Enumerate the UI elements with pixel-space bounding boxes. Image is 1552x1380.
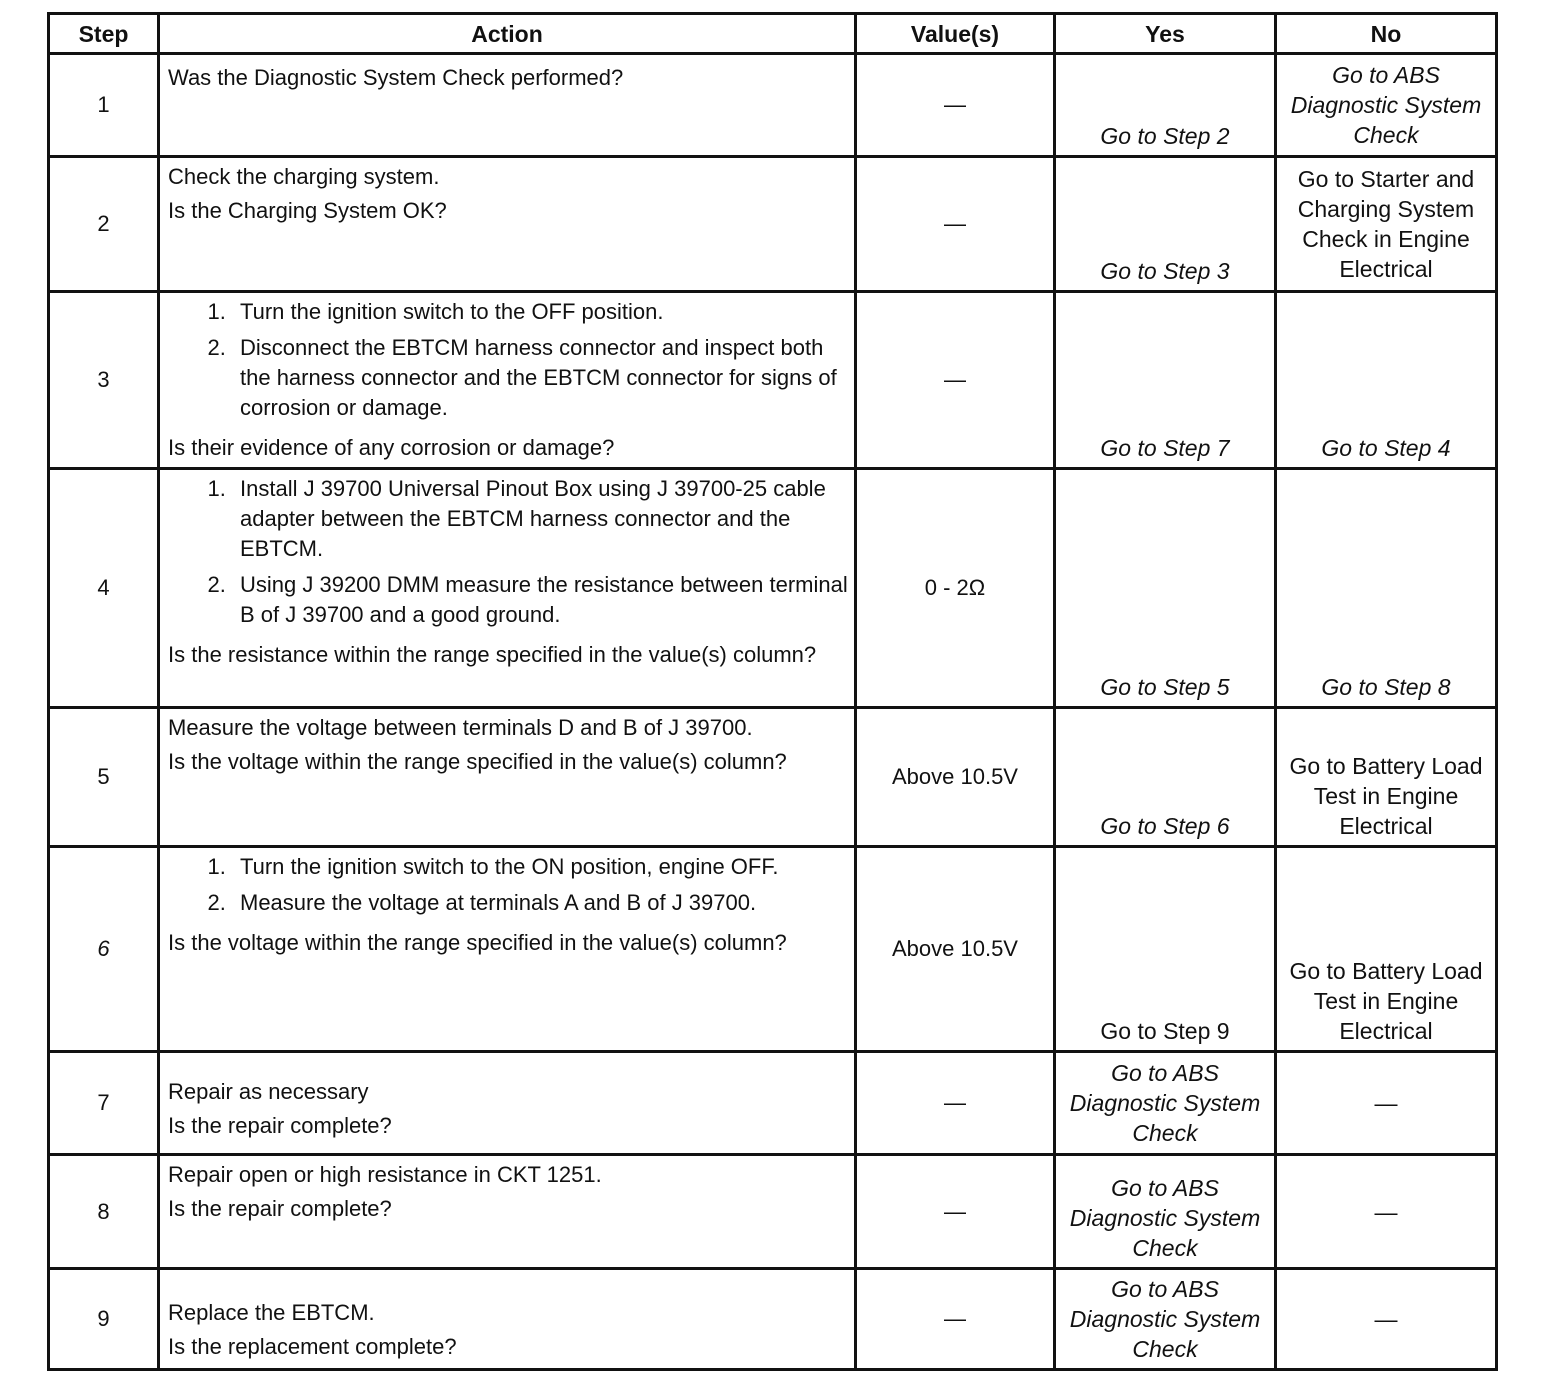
header-yes: Yes bbox=[1055, 14, 1276, 54]
yes-cell bbox=[1055, 157, 1276, 292]
value-cell: — bbox=[856, 292, 1055, 469]
action-text: Replace the EBTCM. bbox=[168, 1300, 375, 1325]
table-header-row bbox=[49, 14, 1497, 54]
no-cell bbox=[1276, 54, 1497, 157]
instruction-list bbox=[168, 852, 848, 918]
no-cell: — bbox=[1276, 1155, 1497, 1269]
step-number: 7 bbox=[49, 1052, 159, 1155]
table-row bbox=[49, 54, 1497, 157]
step-number: 9 bbox=[49, 1269, 159, 1370]
no-cell: Go to Starter and Charging System Check in Engine Electrical bbox=[1276, 157, 1497, 292]
value-cell: — bbox=[856, 1269, 1055, 1370]
table-row bbox=[49, 1269, 1497, 1370]
instruction-list bbox=[168, 474, 848, 630]
no-cell: — bbox=[1276, 1269, 1497, 1370]
no-cell bbox=[1276, 292, 1497, 469]
action-text: Repair as necessary bbox=[168, 1079, 369, 1104]
instruction-item: 1. Turn the ignition switch to the OFF position. bbox=[232, 297, 848, 327]
no-cell: Go to Battery Load Test in Engine Electrical bbox=[1276, 708, 1497, 847]
yes-text: Go to Step 7 bbox=[1100, 435, 1230, 461]
action-cell bbox=[159, 1155, 856, 1269]
action-question: Is the resistance within the range specified in the value(s) column? bbox=[168, 642, 817, 667]
action-cell bbox=[159, 54, 856, 157]
yes-cell bbox=[1055, 1155, 1276, 1269]
no-text: Go to Step 4 bbox=[1321, 435, 1451, 461]
table-row bbox=[49, 292, 1497, 469]
no-text: Go to Step 8 bbox=[1321, 674, 1451, 700]
action-question: Was the Diagnostic System Check performed? bbox=[168, 65, 624, 90]
header-values: Value(s) bbox=[856, 14, 1055, 54]
no-text: Go to ABS Diagnostic System Check bbox=[1290, 62, 1482, 148]
yes-text: Go to Step 3 bbox=[1100, 258, 1230, 284]
action-question: Is the repair complete? bbox=[168, 1196, 392, 1221]
action-text: Measure the voltage between terminals D and B of J 39700. bbox=[168, 715, 753, 740]
step-number-text: 6 bbox=[97, 936, 110, 961]
yes-text: Go to ABS Diagnostic System Check bbox=[1069, 1175, 1261, 1261]
step-number: 3 bbox=[49, 292, 159, 469]
value-cell: Above 10.5V bbox=[856, 708, 1055, 847]
yes-cell bbox=[1055, 1052, 1276, 1155]
table-row bbox=[49, 708, 1497, 847]
instruction-item: 2. Disconnect the EBTCM harness connector and inspect both the harness connector and the EBTCM connector for signs of corrosion or damage. bbox=[232, 333, 848, 423]
step-number: 1 bbox=[49, 54, 159, 157]
yes-text: Go to Step 2 bbox=[1100, 123, 1230, 149]
step-number bbox=[49, 847, 159, 1052]
action-question: Is the replacement complete? bbox=[168, 1334, 457, 1359]
no-cell: — bbox=[1276, 1052, 1497, 1155]
no-cell bbox=[1276, 469, 1497, 708]
table-row bbox=[49, 1052, 1497, 1155]
action-cell bbox=[159, 1052, 856, 1155]
action-question: Is the Charging System OK? bbox=[168, 198, 447, 223]
instruction-list bbox=[168, 297, 848, 423]
header-no: No bbox=[1276, 14, 1497, 54]
header-action: Action bbox=[159, 14, 856, 54]
yes-cell bbox=[1055, 54, 1276, 157]
instruction-item: 1. Turn the ignition switch to the ON position, engine OFF. bbox=[232, 852, 848, 882]
action-cell bbox=[159, 157, 856, 292]
yes-text: Go to Step 6 bbox=[1100, 813, 1230, 839]
diagnostic-table bbox=[47, 12, 1498, 1371]
table-row bbox=[49, 157, 1497, 292]
yes-cell bbox=[1055, 469, 1276, 708]
table-row bbox=[49, 847, 1497, 1052]
yes-text: Go to Step 5 bbox=[1100, 674, 1230, 700]
action-text: Repair open or high resistance in CKT 1251. bbox=[168, 1162, 602, 1187]
step-number: 2 bbox=[49, 157, 159, 292]
action-text: Check the charging system. bbox=[168, 164, 440, 189]
header-step: Step bbox=[49, 14, 159, 54]
value-cell: — bbox=[856, 54, 1055, 157]
yes-text: Go to ABS Diagnostic System Check bbox=[1069, 1060, 1261, 1146]
yes-cell bbox=[1055, 1269, 1276, 1370]
step-number: 8 bbox=[49, 1155, 159, 1269]
step-number: 5 bbox=[49, 708, 159, 847]
action-question: Is their evidence of any corrosion or damage? bbox=[168, 435, 615, 460]
value-cell: — bbox=[856, 1052, 1055, 1155]
action-cell bbox=[159, 708, 856, 847]
action-cell bbox=[159, 847, 856, 1052]
value-cell: — bbox=[856, 1155, 1055, 1269]
instruction-item: 2. Measure the voltage at terminals A and B of J 39700. bbox=[232, 888, 848, 918]
table-row bbox=[49, 469, 1497, 708]
yes-cell bbox=[1055, 708, 1276, 847]
step-number: 4 bbox=[49, 469, 159, 708]
action-cell bbox=[159, 292, 856, 469]
value-cell: 0 - 2Ω bbox=[856, 469, 1055, 708]
yes-cell: Go to Step 9 bbox=[1055, 847, 1276, 1052]
yes-cell bbox=[1055, 292, 1276, 469]
no-cell: Go to Battery Load Test in Engine Electrical bbox=[1276, 847, 1497, 1052]
action-cell bbox=[159, 469, 856, 708]
value-cell: Above 10.5V bbox=[856, 847, 1055, 1052]
instruction-item: 1. Install J 39700 Universal Pinout Box using J 39700-25 cable adapter between the EBTCM harness connector and the EBTCM. bbox=[232, 474, 848, 564]
action-question: Is the voltage within the range specified in the value(s) column? bbox=[168, 930, 787, 955]
value-cell: — bbox=[856, 157, 1055, 292]
table-row bbox=[49, 1155, 1497, 1269]
yes-text: Go to ABS Diagnostic System Check bbox=[1069, 1276, 1261, 1362]
action-cell bbox=[159, 1269, 856, 1370]
instruction-item: 2. Using J 39200 DMM measure the resistance between terminal B of J 39700 and a good ground. bbox=[232, 570, 848, 630]
action-question: Is the repair complete? bbox=[168, 1113, 392, 1138]
action-question: Is the voltage within the range specified in the value(s) column? bbox=[168, 749, 787, 774]
